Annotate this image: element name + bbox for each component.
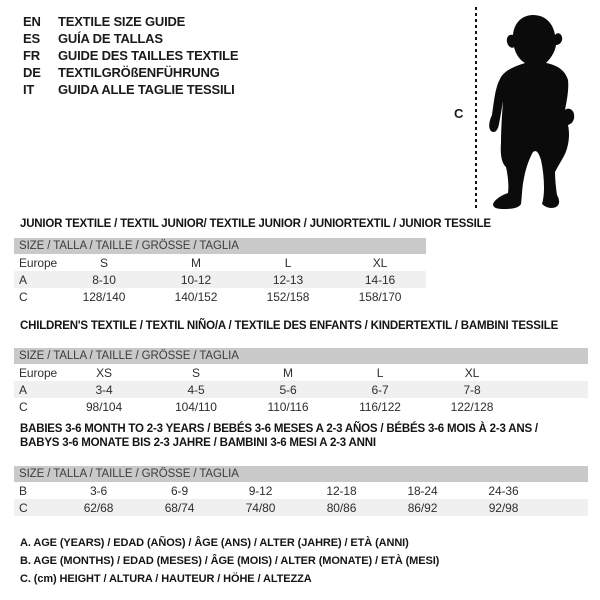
height-cell: 74/80 [245, 500, 276, 515]
age-cell: 5-6 [279, 382, 297, 397]
language-row-es [23, 30, 238, 47]
table-row [14, 254, 426, 271]
size-cell: S [192, 365, 200, 380]
size-cell: L [284, 255, 292, 270]
language-code: DE [23, 65, 41, 80]
age-cell: 14-16 [364, 272, 396, 287]
legend [20, 534, 439, 588]
row-label: C [19, 399, 28, 414]
babies-title-line-2: BABYS 3-6 MONATE BIS 2-3 JAHRE / BAMBINI 3-6 MESI A 2-3 ANNI [20, 437, 376, 449]
row-label: Europe [19, 365, 58, 380]
height-cell: 140/152 [174, 289, 218, 304]
table-row [14, 398, 588, 415]
spacer-cell [544, 499, 588, 516]
height-cell: 116/122 [359, 399, 401, 414]
age-cell: 3-4 [95, 382, 113, 397]
spacer-cell [518, 381, 588, 398]
height-cell: 110/116 [267, 399, 309, 414]
months-cell: 3-6 [89, 483, 108, 498]
height-cell: 122/128 [450, 399, 494, 414]
size-cell: XL [464, 365, 480, 380]
junior-size-table [14, 238, 426, 305]
legend-line-a: A. AGE (YEARS) / EDAD (AÑOS) / ÂGE (ANS) / ALTER (JAHRE) / ETÀ (ANNI) [20, 537, 409, 549]
height-cell: 128/140 [82, 289, 126, 304]
size-cell: M [191, 255, 201, 270]
language-row-fr [23, 47, 238, 64]
age-cell: 6-7 [371, 382, 389, 397]
size-header-bar: SIZE / TALLA / TAILLE / GRÖSSE / TAGLIA [14, 238, 426, 254]
height-figure [450, 4, 600, 212]
row-label: A [19, 272, 27, 287]
row-label: B [19, 483, 27, 498]
spacer-cell [544, 482, 588, 499]
height-dashed-line [475, 7, 477, 208]
height-cell: 68/74 [164, 500, 195, 515]
language-row-en [23, 13, 238, 30]
row-label: Europe [19, 255, 58, 270]
height-label-c: C [454, 106, 464, 121]
height-cell: 104/110 [175, 399, 217, 414]
height-cell: 86/92 [407, 500, 438, 515]
age-cell: 7-8 [463, 382, 481, 397]
language-row-it [23, 81, 238, 98]
language-code: EN [23, 14, 41, 29]
junior-section-title: JUNIOR TEXTILE / TEXTIL JUNIOR/ TEXTILE JUNIOR / JUNIORTEXTIL / JUNIOR TESSILE [20, 218, 491, 230]
childrens-size-table [14, 348, 588, 415]
size-cell: S [100, 255, 108, 270]
language-label: TEXTILE SIZE GUIDE [58, 14, 186, 29]
months-cell: 9-12 [248, 483, 273, 498]
height-cell: 80/86 [326, 500, 357, 515]
table-row [14, 381, 588, 398]
language-row-de [23, 64, 238, 81]
height-cell: 158/170 [358, 289, 402, 304]
table-row [14, 364, 588, 381]
size-header-bar: SIZE / TALLA / TAILLE / GRÖSSE / TAGLIA [14, 348, 588, 364]
months-cell: 12-18 [326, 483, 357, 498]
legend-line-b: B. AGE (MONTHS) / EDAD (MESES) / ÂGE (MOIS) / ALTER (MONATE) / ETÀ (MESI) [20, 555, 440, 567]
language-code: IT [23, 82, 35, 97]
row-label: A [19, 382, 27, 397]
age-cell: 4-5 [187, 382, 205, 397]
row-label: C [19, 500, 28, 515]
age-cell: 12-13 [272, 272, 304, 287]
babies-section-title [20, 422, 595, 450]
language-label: GUIDA ALLE TAGLIE TESSILI [58, 82, 235, 97]
language-list [23, 13, 238, 98]
months-cell: 18-24 [407, 483, 438, 498]
table-row [14, 288, 426, 305]
table-row [14, 482, 588, 499]
size-cell: M [283, 365, 293, 380]
size-cell: XL [372, 255, 388, 270]
babies-size-table [14, 466, 588, 516]
childrens-section-title: CHILDREN'S TEXTILE / TEXTIL NIÑO/A / TEXTILE DES ENFANTS / KINDERTEXTIL / BAMBINI TESSILE [20, 320, 559, 332]
legend-line-c: C. (cm) HEIGHT / ALTURA / HAUTEUR / HÖHE / ALTEZZA [20, 573, 312, 585]
size-cell: XS [96, 365, 112, 380]
height-cell: 92/98 [488, 500, 519, 515]
table-row [14, 499, 588, 516]
age-cell: 10-12 [180, 272, 212, 287]
height-cell: 98/104 [85, 399, 123, 414]
age-cell: 8-10 [92, 272, 116, 287]
language-label: GUÍA DE TALLAS [58, 31, 163, 46]
spacer-cell [518, 398, 588, 415]
height-cell: 152/158 [266, 289, 310, 304]
size-cell: L [376, 365, 384, 380]
language-label: TEXTILGRÖßENFÜHRUNG [58, 65, 220, 80]
language-code: FR [23, 48, 40, 63]
months-cell: 24-36 [488, 483, 519, 498]
baby-silhouette-icon [485, 7, 590, 209]
size-header-bar: SIZE / TALLA / TAILLE / GRÖSSE / TAGLIA [14, 466, 588, 482]
language-label: GUIDE DES TAILLES TEXTILE [58, 48, 239, 63]
months-cell: 6-9 [170, 483, 189, 498]
language-code: ES [23, 31, 40, 46]
babies-title-line-1: BABIES 3-6 MONTH TO 2-3 YEARS / BEBÉS 3-6 MESES A 2-3 AÑOS / BÉBÉS 3-6 MOIS À 2-3 ANS / [20, 423, 538, 435]
spacer-cell [518, 364, 588, 381]
table-row [14, 271, 426, 288]
row-label: C [19, 289, 28, 304]
height-cell: 62/68 [83, 500, 114, 515]
